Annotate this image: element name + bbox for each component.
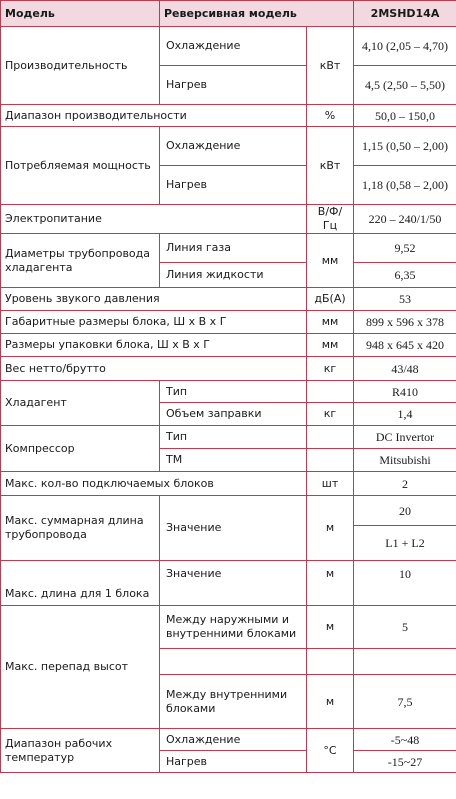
table-row xyxy=(1,729,456,751)
pipe-gas-value: 9,52 xyxy=(354,234,456,263)
row-label-temp-range: Диапазон рабочих температур xyxy=(1,729,160,773)
header-reversible-model: Реверсивная модель xyxy=(160,1,354,27)
temp-heating-value: -15~27 xyxy=(354,751,456,773)
row-label-power-supply: Электропитание xyxy=(1,205,307,234)
table-row xyxy=(1,105,456,127)
row-label-pack-dims: Размеры упаковки блока, Ш х В х Г xyxy=(1,334,307,357)
max-height-indoor-unit: м xyxy=(307,675,354,729)
noise-value: 53 xyxy=(354,288,456,311)
max-height-outdoor-indoor-unit: м xyxy=(307,606,354,649)
header-model-code: 2MSHD14A xyxy=(354,1,456,27)
power-supply-unit: В/Ф/Гц xyxy=(307,205,354,234)
pack-dims-unit: мм xyxy=(307,334,354,357)
max-height-indoor-label: Между внутренними блоками xyxy=(160,675,307,729)
dims-unit: мм xyxy=(307,311,354,334)
table-row xyxy=(1,334,456,357)
table-header-row xyxy=(1,1,456,27)
refrigerant-type-value: R410 xyxy=(354,381,456,403)
power-heating-label: Нагрев xyxy=(160,166,307,205)
max-total-pipe-unit: м xyxy=(307,496,354,561)
capacity-heating-label: Нагрев xyxy=(160,66,307,105)
max-height-outdoor-indoor-value: 5 xyxy=(354,606,456,649)
power-cooling-label: Охлаждение xyxy=(160,127,307,166)
weight-value: 43/48 xyxy=(354,357,456,381)
row-label-noise: Уровень звукого давления xyxy=(1,288,307,311)
weight-unit: кг xyxy=(307,357,354,381)
table-row xyxy=(1,496,456,526)
table-row xyxy=(1,205,456,234)
temp-cooling-label: Охлаждение xyxy=(160,729,307,751)
table-row xyxy=(1,288,456,311)
table-row xyxy=(1,127,456,166)
row-label-refrigerant: Хладагент xyxy=(1,381,160,426)
max-units-unit: шт xyxy=(307,472,354,496)
max-pipe-one-value: 10 xyxy=(354,561,456,606)
max-height-indoor-value: 7,5 xyxy=(354,675,456,729)
row-label-pipe: Диаметры трубопровода хладагента xyxy=(1,234,160,288)
table-row xyxy=(1,357,456,381)
table-row xyxy=(1,311,456,334)
pipe-liquid-label: Линия жидкости xyxy=(160,263,307,288)
capacity-cooling-value: 4,10 (2,05 – 4,70) xyxy=(354,27,456,66)
refrigerant-charge-label: Объем заправки xyxy=(160,403,307,426)
max-pipe-one-unit: м xyxy=(307,561,354,606)
row-label-capacity: Производительность xyxy=(1,27,160,105)
max-height-spacer-unit xyxy=(307,649,354,675)
compressor-type-label: Тип xyxy=(160,426,307,449)
row-label-weight: Вес нетто/брутто xyxy=(1,357,307,381)
capacity-cooling-label: Охлаждение xyxy=(160,27,307,66)
compressor-tm-label: ТМ xyxy=(160,449,307,472)
table-row xyxy=(1,27,456,66)
row-label-max-pipe-one: Макс. длина для 1 блока xyxy=(1,561,160,606)
power-unit: кВт xyxy=(307,127,354,205)
max-total-pipe-note: L1 + L2 xyxy=(354,526,456,561)
power-supply-value: 220 – 240/1/50 xyxy=(354,205,456,234)
noise-unit: дБ(А) xyxy=(307,288,354,311)
pipe-gas-label: Линия газа xyxy=(160,234,307,263)
compressor-tm-value: Mitsubishi xyxy=(354,449,456,472)
max-total-pipe-value: 20 xyxy=(354,496,456,526)
refrigerant-charge-unit: кг xyxy=(307,403,354,426)
max-height-outdoor-indoor-label: Между наружными и внутренними блоками xyxy=(160,606,307,649)
header-model: Модель xyxy=(1,1,160,27)
row-label-dims: Габаритные размеры блока, Ш х В х Г xyxy=(1,311,307,334)
max-total-pipe-sub-label: Значение xyxy=(160,496,307,561)
table-row xyxy=(1,426,456,449)
pack-dims-value: 948 х 645 х 420 xyxy=(354,334,456,357)
capacity-range-unit: % xyxy=(307,105,354,127)
row-label-power: Потребляемая мощность xyxy=(1,127,160,205)
row-label-compressor: Компрессор xyxy=(1,426,160,472)
table-row xyxy=(1,561,456,606)
max-pipe-one-sub-label: Значение xyxy=(160,561,307,606)
refrigerant-type-label: Тип xyxy=(160,381,307,403)
table-row xyxy=(1,472,456,496)
row-label-max-units: Макс. кол-во подключаемых блоков xyxy=(1,472,307,496)
capacity-range-value: 50,0 – 150,0 xyxy=(354,105,456,127)
compressor-type-value: DC Invertor xyxy=(354,426,456,449)
power-cooling-value: 1,15 (0,50 – 2,00) xyxy=(354,127,456,166)
row-label-max-total-pipe: Макс. суммарная длина трубопровода xyxy=(1,496,160,561)
temp-cooling-value: -5~48 xyxy=(354,729,456,751)
compressor-tm-unit xyxy=(307,449,354,472)
row-label-max-height: Макс. перепад высот xyxy=(1,606,160,729)
pipe-unit: мм xyxy=(307,234,354,288)
power-heating-value: 1,18 (0,58 – 2,00) xyxy=(354,166,456,205)
pipe-liquid-value: 6,35 xyxy=(354,263,456,288)
max-height-spacer-label xyxy=(160,649,307,675)
capacity-heating-value: 4,5 (2,50 – 5,50) xyxy=(354,66,456,105)
temp-heating-label: Нагрев xyxy=(160,751,307,773)
capacity-unit: кВт xyxy=(307,27,354,105)
refrigerant-charge-value: 1,4 xyxy=(354,403,456,426)
table-row xyxy=(1,234,456,263)
refrigerant-type-unit xyxy=(307,381,354,403)
max-height-spacer-value xyxy=(354,649,456,675)
dims-value: 899 х 596 х 378 xyxy=(354,311,456,334)
table-row xyxy=(1,381,456,403)
temp-unit: °С xyxy=(307,729,354,773)
row-label-capacity-range: Диапазон производительности xyxy=(1,105,307,127)
max-units-value: 2 xyxy=(354,472,456,496)
compressor-type-unit xyxy=(307,426,354,449)
table-row xyxy=(1,606,456,649)
